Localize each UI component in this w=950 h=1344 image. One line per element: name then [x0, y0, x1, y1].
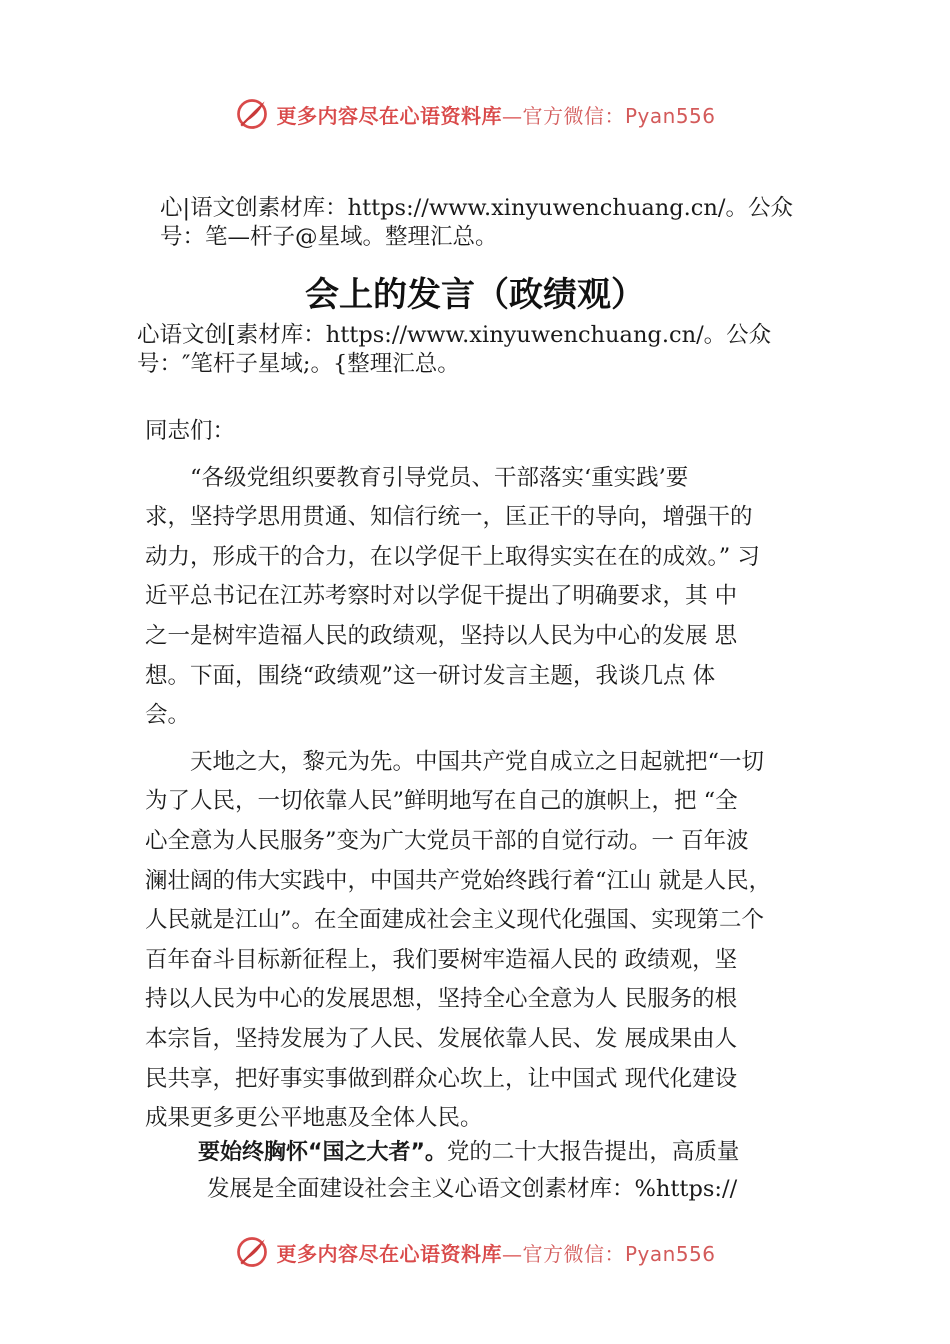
banner-brand: 更多内容尽在心语资料库 — [276, 103, 502, 128]
quill-logo-icon — [234, 1234, 270, 1270]
salutation: 同志们： — [145, 418, 236, 444]
paragraph-2 — [145, 743, 835, 1139]
paragraph-line: 百年奋斗目标新征程上，我们要树牢造福人民的 政绩观，坚 — [145, 946, 738, 973]
paragraph-line: 澜壮阔的伟大实践中，中国共产党始终践行着“江山 就是人民， — [145, 867, 772, 894]
paragraph-line: 想。下面，围绕“政绩观”这一研讨发言主题，我谈几点 体 — [145, 662, 716, 689]
paragraph-1 — [145, 459, 835, 736]
banner-separator: — — [501, 103, 523, 128]
banner-text — [276, 1238, 715, 1267]
paragraph-line: 心全意为人民服务”变为广大党员干部的自觉行动。一 百年波 — [145, 827, 749, 854]
paragraph-line: 近平总书记在江苏考察时对以学促干提出了明确要求，其 中 — [145, 583, 738, 610]
header-banner — [0, 92, 950, 136]
paragraph-line: 之一是树牢造福人民的政绩观，坚持以人民为中心的发展 思 — [145, 622, 738, 649]
paragraph-3-line-2: 发展是全面建设社会主义心语文创素材库：%https:// — [207, 1176, 738, 1202]
banner-wechat-id: Pyan556 — [624, 1241, 716, 1266]
paragraph-3-bold-lead: 要始终胸怀“国之大者”。 — [198, 1140, 447, 1165]
paragraph-3-line-1 — [198, 1137, 739, 1168]
paragraph-line: “各级党组织要教育引导党员、干部落实‘重实践’要 — [145, 464, 689, 491]
banner-wechat-id: Pyan556 — [624, 103, 716, 128]
footer-banner — [0, 1230, 950, 1274]
page-title: 会上的发言（政绩观） — [305, 275, 645, 315]
source-note-1-line-1: 心|语文创素材库：https://www.xinyuwenchuang.cn/。公众 — [160, 195, 793, 221]
source-note-2-line-2: 号：″笔杆子星域;。{整理汇总。 — [137, 351, 460, 377]
document-body — [145, 412, 835, 1146]
paragraph-line: 会。 — [145, 702, 191, 729]
banner-wechat-label: 官方微信： — [522, 1241, 625, 1266]
paragraph-line: 为了人民，一切依靠人民”鲜明地写在自己的旗帜上，把 “全 — [145, 788, 738, 815]
banner-text — [276, 100, 715, 129]
banner-brand: 更多内容尽在心语资料库 — [276, 1241, 502, 1266]
source-note-2-line-1: 心语文创[素材库：https://www.xinyuwenchuang.cn/。公众 — [137, 322, 772, 348]
banner-separator: — — [501, 1241, 523, 1266]
paragraph-line: 人民就是江山”。在全面建成社会主义现代化强国、实现第二个 — [145, 907, 765, 934]
paragraph-3-rest: 党的二十大报告提出，高质量 — [446, 1139, 740, 1165]
quill-logo-icon — [234, 96, 270, 132]
paragraph-line: 持以人民为中心的发展思想，坚持全心全意为人 民服务的根 — [145, 986, 738, 1013]
paragraph-line: 民共享，把好事实事做到群众心坎上，让中国式 现代化建设 — [145, 1065, 738, 1092]
paragraph-line: 天地之大，黎元为先。中国共产党自成立之日起就把“一切 — [145, 748, 765, 775]
banner-wechat-label: 官方微信： — [522, 103, 625, 128]
paragraph-line: 本宗旨，坚持发展为了人民、发展依靠人民、发 展成果由人 — [145, 1025, 738, 1052]
paragraph-line: 求，坚持学思用贯通、知信行统一，匡正干的导向，增强干的 — [145, 504, 753, 531]
paragraph-line: 动力，形成干的合力，在以学促干上取得实实在在的成效。” 习 — [145, 543, 760, 570]
source-note-1-line-2: 号：笔—杆子@星域。整理汇总。 — [160, 224, 498, 250]
paragraph-line: 成果更多更公平地惠及全体人民。 — [145, 1105, 483, 1132]
